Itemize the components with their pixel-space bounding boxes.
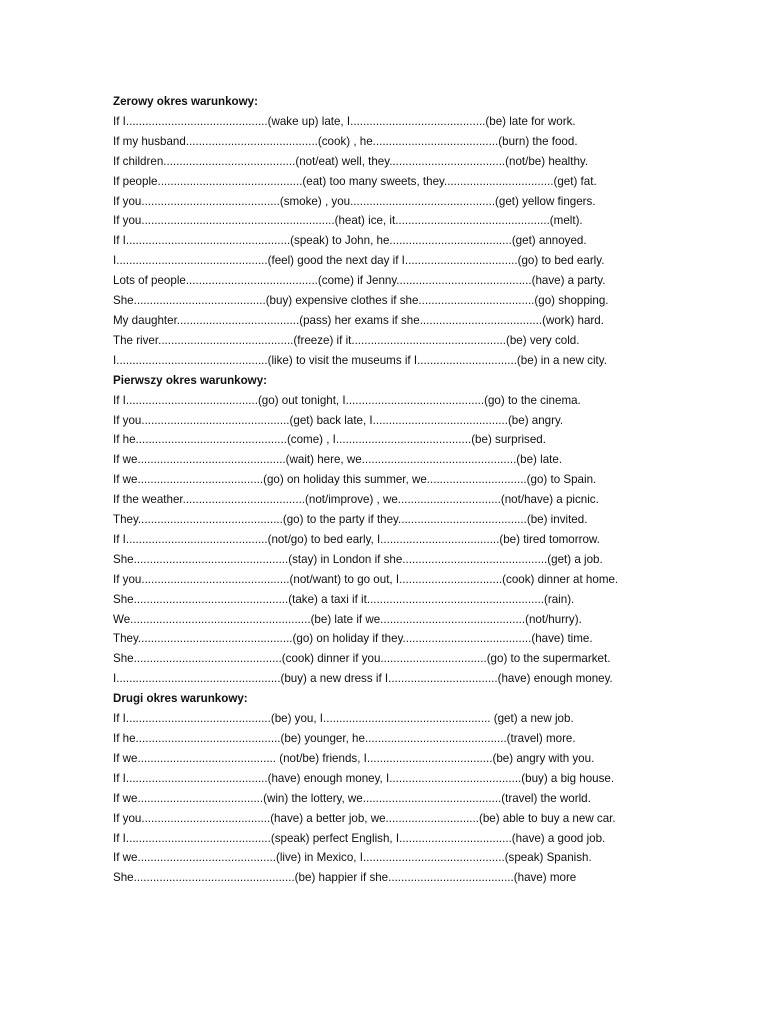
exercise-line: The river..........................................(freeze) if it................................................(be) very cold.: [113, 333, 580, 347]
exercise-line: She..............................................(cook) dinner if you.................................(go) to the supermarket.: [113, 652, 611, 666]
exercise-line: We........................................................(be) late if we.............................................(not/hurry).: [113, 612, 582, 626]
section-second-conditional: [113, 689, 658, 888]
section-heading: Pierwszy okres warunkowy:: [113, 373, 268, 387]
exercise-line: If he...............................................(come) , I..........................................(be) surprised.: [113, 433, 546, 447]
exercise-line: If he.............................................(be) younger, he............................................(travel) more.: [113, 732, 576, 745]
exercise-line: If I.........................................(go) out tonight, I...........................................(go) to the cinema.: [113, 393, 581, 407]
exercise-line: She................................................(stay) in London if she.............................................(get) a job.: [113, 552, 603, 566]
exercise-line: If you..............................................(not/want) to go out, I................................(cook) dinner at home.: [113, 572, 619, 586]
exercise-line: I...............................................(feel) good the next day if I...................................(go) to bed early.: [113, 254, 605, 268]
exercise-line: They.............................................(go) to the party if they........................................(be) invited.: [113, 513, 588, 527]
exercise-line: Lots of people.........................................(come) if Jenny..........................................(have) a party.: [113, 274, 606, 288]
exercise-line: If I............................................(not/go) to bed early, I.....................................(be) tired tomorrow.: [113, 532, 600, 546]
section-heading: Drugi okres warunkowy:: [113, 692, 248, 706]
section-first-conditional: [113, 371, 658, 690]
exercise-line: If you...........................................(smoke) , you.............................................(get) yellow fingers.: [113, 194, 596, 208]
section-heading: Zerowy okres warunkowy:: [113, 95, 258, 108]
exercise-line: If I............................................(wake up) late, I..........................................(be) late for work.: [113, 114, 576, 128]
exercise-line: If we.......................................(go) on holiday this summer, we...............................(go) to Spain.: [113, 473, 597, 487]
exercise-line: If we.......................................(win) the lottery, we...........................................(travel) the world.: [113, 791, 591, 805]
exercise-line: If people.............................................(eat) too many sweets, they..................................(get) fat.: [113, 174, 597, 188]
exercise-line: She.........................................(buy) expensive clothes if she....................................(go) shopping.: [113, 294, 609, 308]
section-zero-conditional: [113, 92, 658, 371]
exercise-line: If my husband.........................................(cook) , he.......................................(burn) the food.: [113, 134, 578, 148]
exercise-line: If I...................................................(speak) to John, he......................................(get) annoyed.: [113, 234, 587, 248]
exercise-line: If I.............................................(be) you, I.................................................... (get) a new job.: [113, 712, 574, 726]
exercise-line: I...............................................(like) to visit the museums if I...............................(be) in a new city.: [113, 353, 607, 367]
exercise-line: If you........................................(have) a better job, we.............................(be) able to buy a new car.: [113, 811, 616, 825]
exercise-line: If I.............................................(speak) perfect English, I...................................(have) a good job.: [113, 831, 606, 845]
exercise-line: If we........................................... (not/be) friends, I.......................................(be) angry with you.: [113, 751, 595, 765]
exercise-line: They................................................(go) on holiday if they........................................(have) time.: [113, 632, 593, 646]
exercise-line: If you..............................................(get) back late, I..........................................(be) angry.: [113, 413, 564, 427]
exercise-line: She..................................................(be) happier if she.......................................(have) more: [113, 871, 577, 885]
exercise-line: I...................................................(buy) a new dress if I..................................(have) enough money.: [113, 672, 613, 686]
exercise-line: If we...........................................(live) in Mexico, I............................................(speak) Spanish.: [113, 851, 592, 865]
exercise-line: My daughter......................................(pass) her exams if she......................................(work) hard.: [113, 313, 604, 327]
worksheet: [113, 92, 658, 888]
exercise-line: If the weather......................................(not/improve) , we................................(not/have) a picnic.: [113, 493, 599, 507]
exercise-line: If we..............................................(wait) here, we................................................(be) late.: [113, 453, 563, 467]
exercise-line: If I............................................(have) enough money, I.........................................(buy) a big house.: [113, 771, 615, 785]
exercise-line: If children.........................................(not/eat) well, they....................................(not/be) healthy.: [113, 154, 589, 168]
exercise-line: If you............................................................(heat) ice, it................................................(melt).: [113, 214, 583, 228]
exercise-line: She................................................(take) a taxi if it.......................................................(rain).: [113, 592, 575, 606]
